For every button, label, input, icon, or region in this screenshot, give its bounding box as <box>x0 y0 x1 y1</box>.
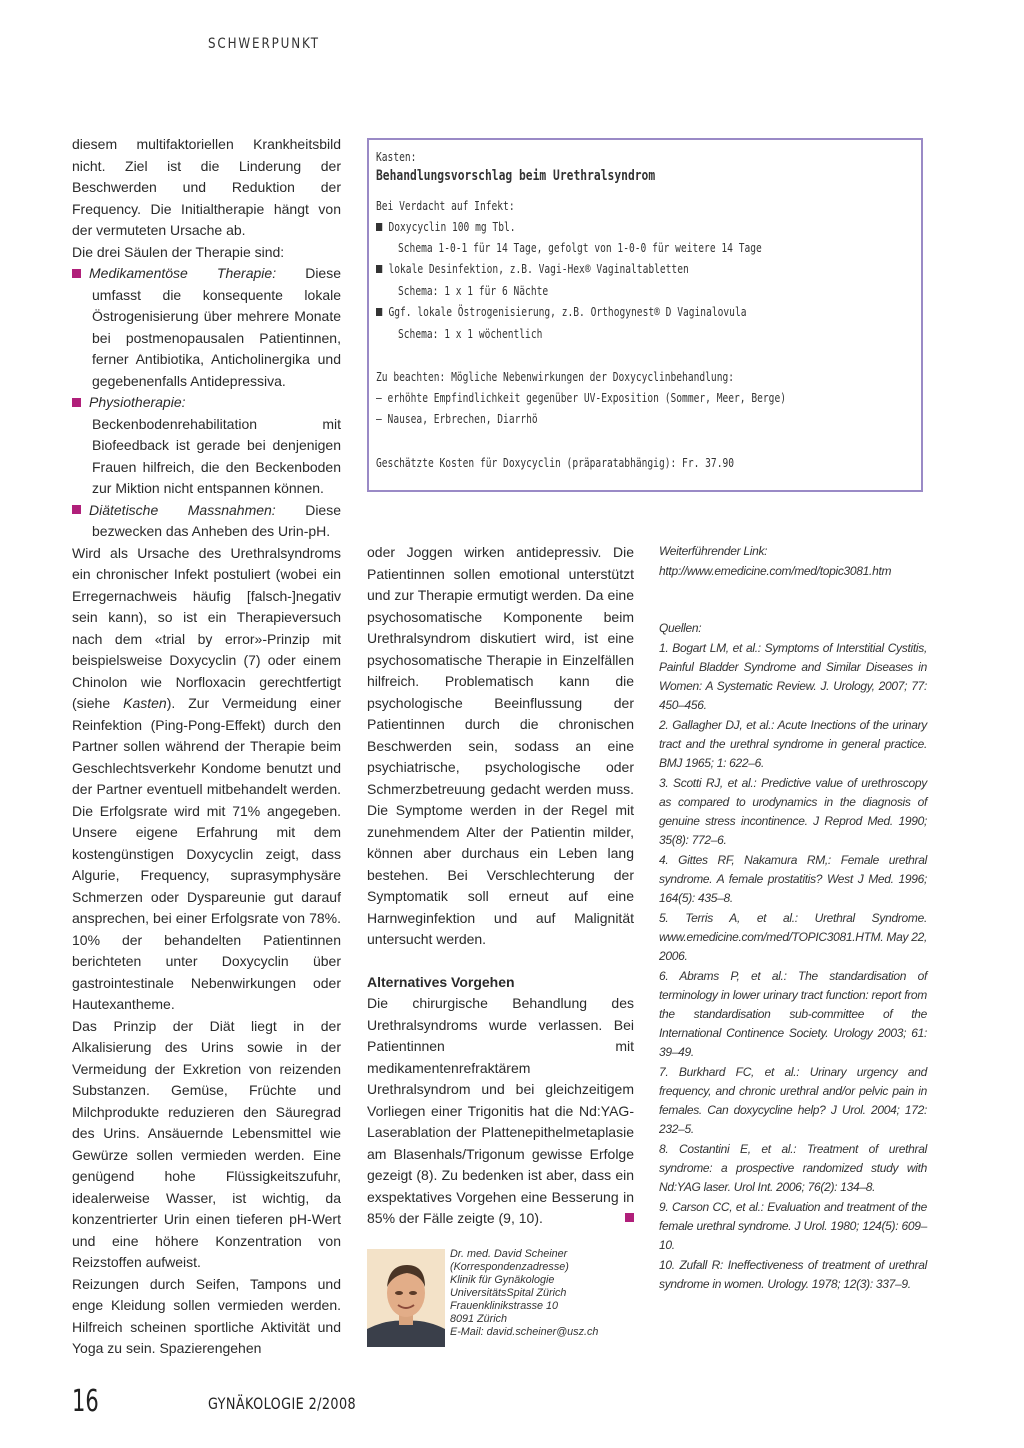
author-info <box>450 1248 598 1339</box>
bullet-square-icon <box>72 398 81 407</box>
diet-paragraph: Das Prinzip der Diät liegt in der Alkalisierung des Urins sowie in der Vermeidung der Exkretion von reizenden Substanzen. Gemüse, Früchte und Milchprodukte reduzieren den Säuregrad des Urins. Ansäuernde Lebensmittel wie Gewürze sollen vermieden werden. Eine genügend hohe Flüssigkeitszufuhr, idealerweise Wasser, ist wichtig, da konzentrierter Urin einen tieferen pH-Wert und eine höhere Konzentration von Reizstoffen aufweist. <box>72 1017 341 1270</box>
page-number: 16 <box>72 1384 99 1419</box>
author-name: Dr. med. David Scheiner <box>450 1248 568 1260</box>
box-item-text: Doxycyclin 100 mg Tbl. <box>388 220 516 234</box>
reference-item: 2. Gallagher DJ, et al.: Acute Inections of the urinary tract and the urethral syndrome in general practice. BMJ 1965; 1: 622–6. <box>659 718 927 770</box>
author-line: (Korrespondenzadresse) <box>450 1261 569 1273</box>
box-caution-label: Zu beachten: Mögliche Nebenwirkungen der Doxycyclinbehandlung: <box>376 370 735 384</box>
box-item-3 <box>376 305 747 319</box>
reference-item: 7. Burkhard FC, et al.: Urinary urgency and frequency, and chronic urethral and/or pelvic pain in females. Can doxycycline help? J Urol. 2004; 172: 232–5. <box>659 1065 927 1136</box>
box-item-3-schema: Schema: 1 x 1 wöchentlich <box>398 327 543 341</box>
reference-item: 10. Zufall R: Ineffectiveness of treatment of urethral syndrome in women. Urology. 1978; 12(3): 337–9. <box>659 1258 927 1291</box>
bullet-medication <box>72 263 341 392</box>
end-mark-icon <box>625 1213 634 1222</box>
reference-item: 9. Carson CC, et al.: Evaluation and treatment of the female urethral syndrome. J Urol. 1980; 124(5): 609–10. <box>659 1200 927 1252</box>
box-item-1 <box>376 220 516 234</box>
section-header: SCHWERPUNKT <box>208 36 320 52</box>
reference-item: 5. Terris A, et al.: Urethral Syndrome. www.emedicine.com/med/TOPIC3081.HTM. May 22, 2006. <box>659 911 928 963</box>
text-run: Wird als Ursache des Urethralsyndroms ein chronischer Infekt postuliert (wobei ein Erregernachweis häufig [falsch-]negativ sein kann), so ist ein Therapieversuch nach dem «trial by error»-Prinzip mit beispielsweise Doxycyclin (7) oder einem Chinolon wie Norfloxacin gerechtfertigt (siehe <box>72 544 341 711</box>
bullet-text: Diese umfasst die konsequente lokale Östrogenisierung über mehrere Monate bei postmenopausalen Patientinnen, ferner Antibiotika, Anticholinergika und gegebenenfalls Antidepressiva. <box>92 265 341 389</box>
section-heading: Alternatives Vorgehen <box>367 973 515 990</box>
column-3 <box>659 542 927 1295</box>
reference-list <box>659 639 927 1294</box>
bullet-title: Physiotherapie: <box>89 394 186 410</box>
bullet-square-icon <box>72 505 81 514</box>
bullet-square-icon <box>72 269 81 278</box>
box-item-2-schema: Schema: 1 x 1 für 6 Nächte <box>398 284 549 298</box>
text-run: Die chirurgische Behandlung des Urethralsyndroms wurde verlassen. Bei Patientinnen mit medikamentenrefraktärem Urethralsyndrom und bei gleichzeitigem Vorliegen einer Trigonitis hat die Nd:YAG-Laserablation der Plattenepithelmetaplasie am Blasenhals/Trigonum gewisse Erfolge gezeigt (8). Zu bedenken ist aber, dass ein exspektatives Vorgehen eine Besserung in 85% der Fälle zeigte (9, 10). <box>367 995 634 1226</box>
link-label: Weiterführender Link: <box>659 544 768 558</box>
bullet-square-icon <box>376 265 382 273</box>
bullet-text: Diese bezwecken das Anheben des Urin-pH. <box>92 501 342 539</box>
bullet-square-icon <box>376 223 382 231</box>
author-line: 8091 Zürich <box>450 1313 508 1325</box>
column-1 <box>72 134 341 1360</box>
box-item-text: lokale Desinfektion, z.B. Vagi-Hex® Vaginaltabletten <box>388 262 689 276</box>
author-email: E-Mail: david.scheiner@usz.ch <box>450 1326 599 1338</box>
irritation-paragraph: Reizungen durch Seifen, Tampons und enge Kleidung sollen vermieden werden. Hilfreich scheinen sportliche Aktivität und Yoga zu sein. Spazierengehen <box>72 1275 341 1356</box>
further-link[interactable]: http://www.emedicine.com/med/topic3081.htm <box>659 564 892 578</box>
reference-item: 4. Gittes RF, Nakamura RM,: Female urethral syndrome. A female prostatitis? West J Med. 1996; 164(5): 435–8. <box>659 853 927 905</box>
bullet-square-icon <box>376 308 382 316</box>
author-line: Klinik für Gynäkologie <box>450 1274 555 1286</box>
therapy-pillars: Die drei Säulen der Therapie sind: <box>72 243 285 260</box>
box-caution-2: – Nausea, Erbrechen, Diarrhö <box>376 412 538 426</box>
info-box <box>367 138 923 492</box>
text-run: Kasten <box>123 695 167 711</box>
box-title: Behandlungsvorschlag beim Urethralsyndrom <box>376 168 656 184</box>
psych-paragraph: oder Joggen wirken antidepressiv. Die Patientinnen sollen emotional unterstützt und zur Therapie ermutigt werden. Da eine psychosomatische Komponente beim Urethralsyndrom diskutiert wird, ist eine psychosomatische Therapie in Einzelfällen hilfreich. Problematisch kann die psychologische Beeinflussung der Patientinnen durch die chronischen Beschwerden sein, sodass an eine psychiatrische, psychologische oder Schmerzbetreuung gedacht werden muss. Die Symptome werden in der Regel mit zunehmendem Alter der Patientin milder, können aber durchaus ein Leben lang bestehen. Bei Verschlechterung der Symptomatik soll erneut auf eine Harnweginfektion und auf Malignität untersucht werden. <box>367 544 634 947</box>
infection-paragraph <box>72 543 341 1016</box>
box-caution-1: – erhöhte Empfindlichkeit gegenüber UV-Exposition (Sommer, Meer, Berge) <box>376 391 786 405</box>
bullet-physio <box>72 392 341 500</box>
author-photo <box>367 1249 445 1347</box>
box-item-text: Ggf. lokale Östrogenisierung, z.B. Orthogynest® D Vaginalovula <box>388 305 747 319</box>
reference-item: 6. Abrams P, et al.: The standardisation of terminology in lower urinary tract function: report from the standardisation sub-committee of the International Continence Society. Urology 2003; 61: 39–49. <box>659 969 927 1059</box>
reference-item: 1. Bogart LM, et al.: Symptoms of Interstitial Cystitis, Painful Bladder Syndrome and Similar Diseases in Women: A Systematic Review. J. Urology, 2007; 77: 450–456. <box>659 641 927 712</box>
bullet-title: Diätetische Massnahmen: <box>89 501 276 518</box>
author-line: Frauenklinikstrasse 10 <box>450 1300 559 1312</box>
sources-label: Quellen: <box>659 621 702 635</box>
reference-item: 8. Costantini E, et al.: Treatment of urethral syndrome: a prospective randomized study with Nd:YAG laser. Urol Int. 2006; 76(2): 134–8. <box>659 1142 927 1194</box>
intro-paragraph: diesem multifaktoriellen Krankheitsbild nicht. Ziel ist die Linderung der Beschwerden und Reduktion der Frequency. Die Initialtherapie hängt von der vermuteten Ursache ab. <box>72 136 341 238</box>
box-item-2 <box>376 262 689 276</box>
reference-item: 3. Scotti RJ, et al.: Predictive value of urethroscopy as compared to urodynamics in the diagnosis of genuine stress incontinence. J Reprod Med. 1990; 35(8): 772–6. <box>659 776 927 847</box>
surgery-paragraph <box>367 993 634 1230</box>
box-label: Kasten: <box>376 150 417 164</box>
column-2 <box>367 542 634 1230</box>
journal-name: GYNÄKOLOGIE 2/2008 <box>208 1394 357 1413</box>
bullet-diet <box>72 500 341 543</box>
box-item-1-schema: Schema 1-0-1 für 14 Tage, gefolgt von 1-0-0 für weitere 14 Tage <box>398 241 762 255</box>
box-title-wrap <box>376 168 655 184</box>
author-line: UniversitätsSpital Zürich <box>450 1287 567 1299</box>
bullet-text: Beckenbodenrehabilitation mit Biofeedback ist gerade bei denjenigen Frauen hilfreich, die den Beckenboden zur Miktion nicht entspannen können. <box>92 415 341 496</box>
box-infect-label: Bei Verdacht auf Infekt: <box>376 199 515 213</box>
box-cost: Geschätzte Kosten für Doxycyclin (präparatabhängig): Fr. 37.90 <box>376 456 735 470</box>
bullet-title: Medikamentöse Therapie: <box>89 265 277 281</box>
text-run: ). Zur Vermeidung einer Reinfektion (Ping-Pong-Effekt) durch den Partner sollen während der Therapie beim Geschlechtsverkehr Kondome benutzt und der Partner eventuell mitbehandelt werden. Die Erfolgsrate wird mit 71% angegeben. Unsere eigene Erfahrung mit dem kostengünstigen Doxycyclin zeigt, dass Algurie, Frequency, suprasymphysäre Schmerzen oder Dyspareunie gut darauf ansprechen, bei einer Erfolgsrate von 78%. 10% der behandelten Patientinnen berichteten unter Doxycyclin über gastrointestinale Nebenwirkungen oder Hautexantheme. <box>72 695 341 1012</box>
